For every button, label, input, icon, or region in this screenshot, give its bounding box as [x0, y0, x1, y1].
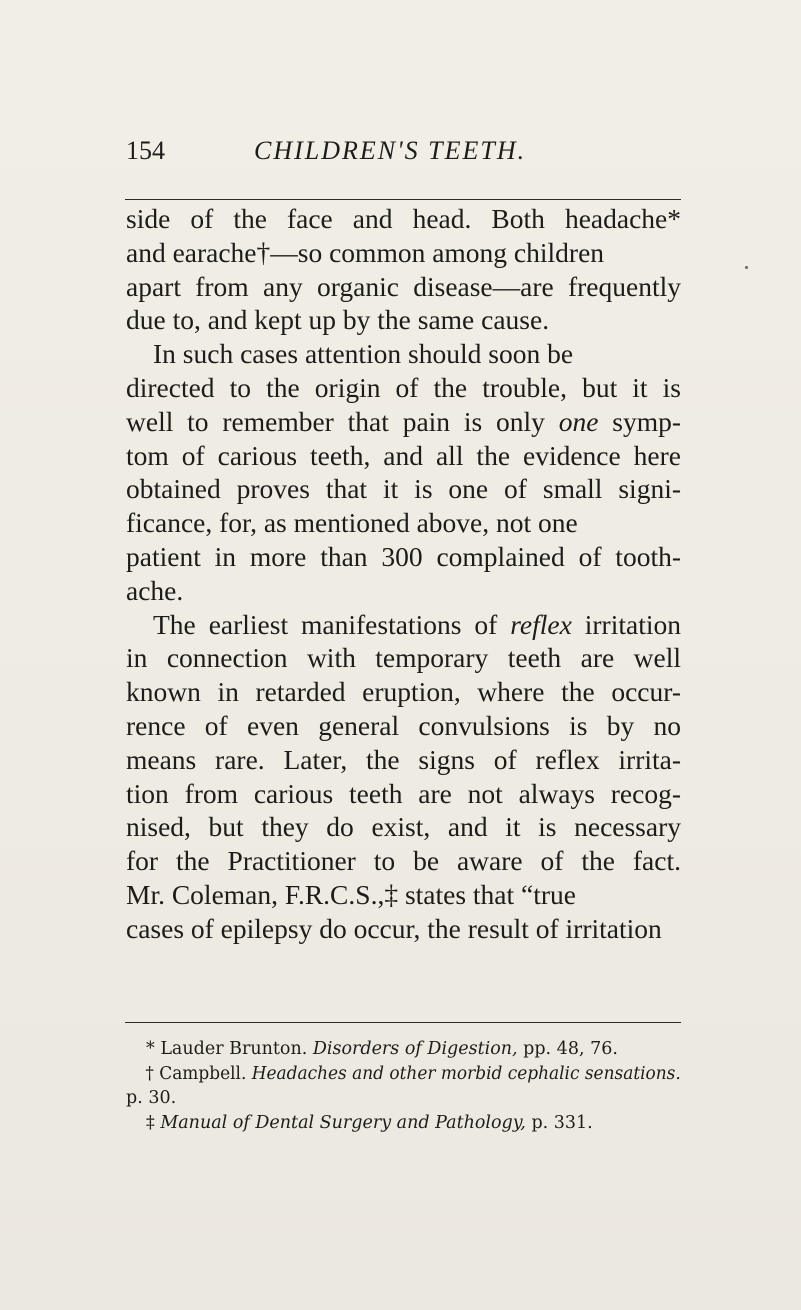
text-line: [126, 439, 681, 473]
text-line-content: [126, 405, 681, 439]
text-line-content: [126, 743, 681, 777]
footnote: [126, 1086, 681, 1111]
text-line-content: [126, 777, 681, 811]
footnote-title: Manual of Dental Surgery and Pathology,: [160, 1112, 526, 1133]
text-line: [126, 270, 681, 304]
text-run: directed to the origin of the trouble, but it is: [126, 371, 681, 403]
text-run: due to, and kept up by the same cause.: [126, 304, 550, 336]
footnotes: [126, 1037, 681, 1135]
text-run: tom of carious teeth, and all the evidence here: [126, 439, 681, 471]
text-line: [126, 405, 681, 439]
footnote: [126, 1037, 681, 1062]
text-run: for the Practitioner to be aware of the fact.: [126, 845, 681, 877]
page-number: 154: [126, 136, 165, 165]
text-line-content: [126, 675, 681, 709]
text-run: In such cases attention should soon be: [153, 338, 574, 370]
text-line-content: [126, 303, 549, 337]
text-run: well to remember that pain is only: [126, 405, 559, 437]
text-run: patient in more than 300 complained of tooth-: [126, 540, 681, 572]
text-line-content: [126, 878, 576, 912]
text-run: obtained proves that it is one of small signi-: [126, 473, 681, 505]
text-run: ache.: [126, 574, 184, 606]
text-line: [126, 641, 681, 675]
text-line-content: [126, 506, 578, 540]
text-line: [126, 337, 681, 371]
text-run: cases of epilepsy do occur, the result of irritation: [126, 912, 662, 944]
text-line-content: [126, 641, 681, 675]
footnote: [126, 1062, 681, 1087]
text-line: [126, 202, 681, 236]
text-line: [126, 472, 681, 506]
text-line-content: [126, 709, 681, 743]
text-line: [126, 506, 681, 540]
text-run: ficance, for, as mentioned above, not one: [126, 507, 578, 539]
page-header: [126, 133, 681, 169]
text-line-content: [126, 270, 681, 304]
text-line-content: [126, 472, 681, 506]
running-title: CHILDREN'S TEETH.: [254, 136, 527, 165]
text-line-content: [126, 844, 681, 878]
text-line-content: [126, 202, 681, 236]
footnote-title: Headaches and other morbid cephalic sensations.: [251, 1063, 681, 1084]
text-line: [126, 608, 681, 642]
text-line-content: [126, 540, 681, 574]
text-run: means rare. Later, the signs of reflex irrita-: [126, 743, 681, 775]
emphasis-run: one: [558, 405, 599, 437]
text-line-content: [153, 337, 573, 371]
emphasis-run: reflex: [510, 608, 572, 640]
text-line-content: [126, 371, 681, 405]
footnote-text: * Lauder Brunton.: [146, 1039, 313, 1059]
text-run: nised, but they do exist, and it is necessary: [126, 811, 681, 843]
text-line: [126, 303, 681, 337]
footnote-text: † Campbell.: [145, 1063, 252, 1084]
text-line: [126, 912, 681, 946]
paper-speck: [745, 266, 748, 269]
text-line-content: [153, 608, 681, 642]
text-run: in connection with temporary teeth are well: [126, 642, 681, 674]
text-line-content: [126, 810, 681, 844]
text-line: [126, 844, 681, 878]
footnote-text: p. 30.: [126, 1088, 177, 1108]
text-line: [126, 675, 681, 709]
text-line-content: [126, 912, 662, 946]
footnote-text: pp. 48, 76.: [517, 1039, 618, 1059]
text-run: irritation: [571, 608, 681, 640]
footnote-rule: [125, 1022, 681, 1023]
text-line: [126, 574, 681, 608]
text-line: [126, 371, 681, 405]
body-text: [126, 202, 681, 946]
text-line-content: [126, 574, 183, 608]
text-run: rence of even general convulsions is by no: [126, 709, 681, 741]
text-run: apart from any organic disease—are frequently: [126, 270, 681, 302]
text-line-content: [126, 439, 681, 473]
text-run: side of the face and head. Both headache*: [126, 203, 681, 234]
header-rule: [125, 199, 681, 200]
text-line: [126, 777, 681, 811]
text-run: The earliest manifestations of: [153, 608, 511, 640]
text-run: Mr. Coleman, F.R.C.S.,‡ states that “true: [126, 878, 576, 910]
text-run: symp-: [598, 405, 682, 437]
text-line-content: [126, 236, 604, 270]
text-line: [126, 810, 681, 844]
footnote-title: Disorders of Digestion,: [312, 1039, 518, 1059]
text-run: and earache†—so common among children: [126, 236, 605, 268]
text-run: known in retarded eruption, where the occur-: [126, 676, 681, 708]
text-line: [126, 236, 681, 270]
text-line: [126, 540, 681, 574]
footnote: [126, 1111, 681, 1136]
text-line: [126, 743, 681, 777]
text-line: [126, 709, 681, 743]
footnote-text: p. 331.: [525, 1112, 593, 1133]
text-line: [126, 878, 681, 912]
footnote-text: ‡: [146, 1112, 161, 1133]
text-run: tion from carious teeth are not always recog-: [126, 777, 681, 809]
